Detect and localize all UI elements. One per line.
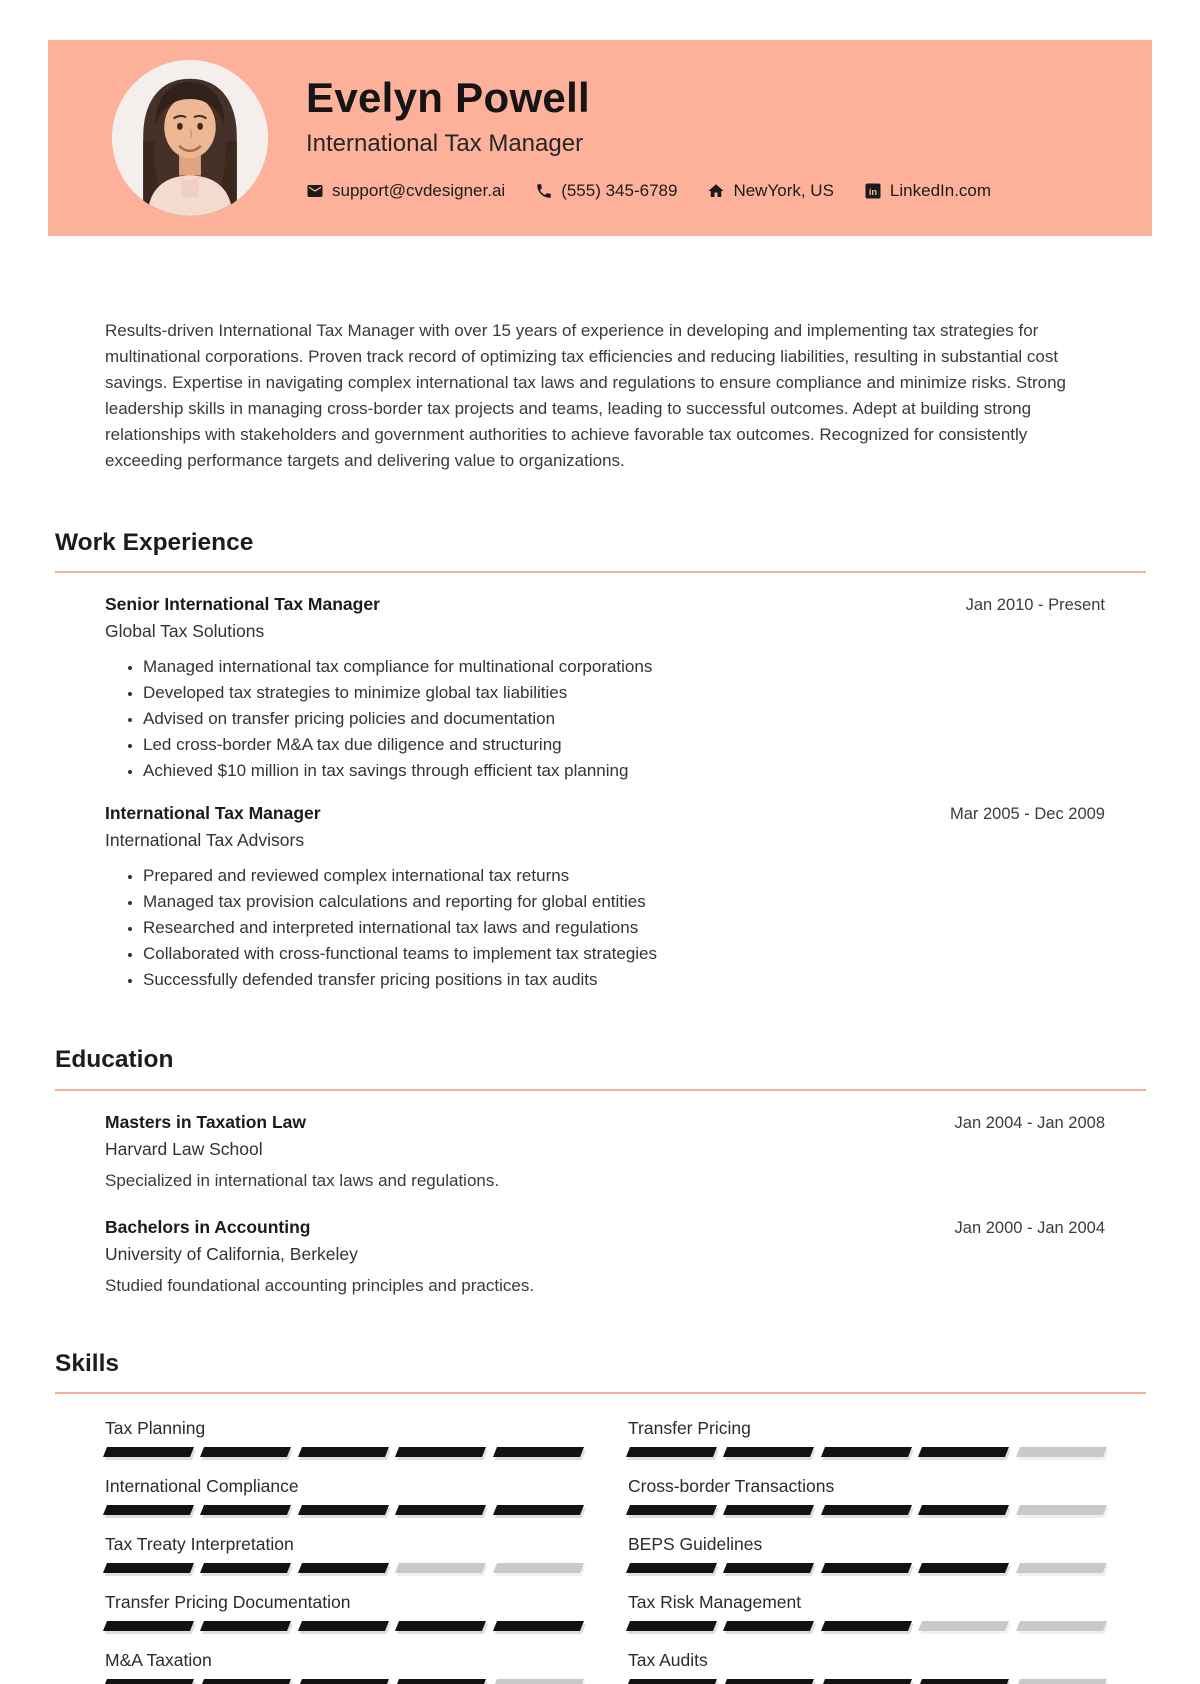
contact-item <box>707 181 833 201</box>
skill-segment-filled <box>723 1621 814 1631</box>
skill-segment-filled <box>918 1563 1009 1573</box>
education-dates: Jan 2004 - Jan 2008 <box>954 1113 1105 1132</box>
degree-title: Bachelors in Accounting <box>105 1216 311 1237</box>
skill-item <box>105 1476 582 1515</box>
skill-label: Tax Audits <box>628 1650 708 1671</box>
job-company: Global Tax Solutions <box>105 621 265 642</box>
skill-segment-filled <box>723 1563 814 1573</box>
school-name: Harvard Law School <box>105 1138 263 1159</box>
education-dates: Jan 2000 - Jan 2004 <box>954 1218 1105 1237</box>
degree-title: Masters in Taxation Law <box>105 1111 306 1132</box>
skill-segment-filled <box>200 1679 291 1684</box>
skill-segment-filled <box>626 1447 717 1457</box>
person-name: Evelyn Powell <box>306 74 591 122</box>
job-bullet-list <box>105 654 1105 784</box>
summary-paragraph: Results-driven International Tax Manager with over 15 years of experience in developing and implementing tax strategies for multinational corporations. Proven track record of optimizing tax efficiencies and reducing liabilities, resulting in substantial cost savings. Expertise in navigating complex international tax laws and regulations to ensure compliance and minimize risks. Strong leadership skills in managing cross-border tax projects and teams, leading to successful outcomes. Adept at building strong relationships with stakeholders and government authorities to achieve favorable tax outcomes. Recognized for consistently exceeding performance targets and delivering value to organizations. <box>105 321 1066 470</box>
skill-segment-filled <box>298 1621 389 1631</box>
contact-item <box>864 181 991 201</box>
contact-item <box>535 181 677 201</box>
contact-text[interactable]: NewYork, US <box>733 180 834 200</box>
job-bullet: • Managed tax provision calculations and reporting for global entities <box>143 889 1105 915</box>
skill-segment-filled <box>918 1505 1009 1515</box>
skill-segment-filled <box>103 1505 194 1515</box>
skill-item <box>628 1418 1105 1457</box>
education-entry <box>105 1216 1105 1297</box>
skill-label: M&A Taxation <box>105 1650 212 1671</box>
skill-bar <box>628 1563 1105 1573</box>
skill-item <box>628 1476 1105 1515</box>
skill-item <box>105 1534 582 1573</box>
skill-segment-empty <box>1016 1621 1107 1631</box>
job-bullet: • Advised on transfer pricing policies and documentation <box>143 706 1105 732</box>
job-company: International Tax Advisors <box>105 830 305 851</box>
skill-segment-filled <box>298 1679 389 1684</box>
skill-label: International Compliance <box>105 1476 299 1497</box>
school-name: University of California, Berkeley <box>105 1243 358 1264</box>
skill-segment-filled <box>821 1679 912 1684</box>
skill-segment-filled <box>298 1505 389 1515</box>
skill-segment-filled <box>723 1679 814 1684</box>
skill-bar <box>105 1679 582 1684</box>
skill-segment-filled <box>626 1679 717 1684</box>
skill-label: Tax Treaty Interpretation <box>105 1534 294 1555</box>
education-entry <box>105 1111 1105 1192</box>
skill-segment-filled <box>493 1505 584 1515</box>
person-title: International Tax Manager <box>306 129 584 157</box>
skill-segment-filled <box>200 1621 291 1631</box>
contact-row <box>306 181 991 201</box>
svg-text:in: in <box>868 186 878 197</box>
skill-segment-filled <box>200 1505 291 1515</box>
skill-label: Tax Risk Management <box>628 1592 802 1613</box>
skill-item <box>105 1418 582 1457</box>
job-bullet: • Led cross-border M&A tax due diligence and structuring <box>143 732 1105 758</box>
skill-segment-empty <box>1016 1679 1107 1684</box>
job-dates: Jan 2010 - Present <box>965 596 1105 615</box>
skill-label: Cross-border Transactions <box>628 1476 835 1497</box>
education-list <box>105 1111 1105 1297</box>
work-experience-heading: Work Experience <box>55 529 254 556</box>
resume-body <box>0 318 1200 1684</box>
skill-segment-empty <box>395 1563 486 1573</box>
skill-bar <box>628 1621 1105 1631</box>
job-bullet: • Prepared and reviewed complex international tax returns <box>143 863 1105 889</box>
skill-segment-filled <box>493 1447 584 1457</box>
job-bullet: • Successfully defended transfer pricing positions in tax audits <box>143 967 1105 993</box>
job-bullet: • Researched and interpreted international tax laws and regulations <box>143 915 1105 941</box>
skills-grid <box>105 1418 1105 1684</box>
skill-bar <box>105 1621 582 1631</box>
skill-segment-filled <box>918 1447 1009 1457</box>
job-bullet-list <box>105 863 1105 993</box>
skill-segment-filled <box>723 1447 814 1457</box>
skill-label: Transfer Pricing <box>628 1418 751 1439</box>
job-bullet: • Collaborated with cross-functional teams to implement tax strategies <box>143 941 1105 967</box>
education-heading: Education <box>55 1046 174 1074</box>
skill-bar <box>105 1447 582 1457</box>
contact-text[interactable]: (555) 345-6789 <box>561 180 678 200</box>
skill-segment-filled <box>626 1621 717 1631</box>
skill-segment-filled <box>103 1563 194 1573</box>
linkedin-icon <box>864 182 882 200</box>
job-list <box>105 593 1105 993</box>
home-icon <box>707 182 725 200</box>
skill-item <box>628 1650 1105 1684</box>
skill-segment-filled <box>821 1505 912 1515</box>
skill-segment-filled <box>200 1447 291 1457</box>
skill-segment-empty <box>493 1563 584 1573</box>
skill-bar <box>628 1679 1105 1684</box>
skill-segment-empty <box>918 1621 1009 1631</box>
job-title: International Tax Manager <box>105 803 321 824</box>
skills-heading: Skills <box>55 1349 120 1377</box>
job-bullet: • Achieved $10 million in tax savings through efficient tax planning <box>143 758 1105 784</box>
job-bullet: • Developed tax strategies to minimize global tax liabilities <box>143 680 1105 706</box>
contact-item <box>306 181 505 201</box>
contact-text[interactable]: LinkedIn.com <box>889 180 992 200</box>
skill-label: BEPS Guidelines <box>628 1534 763 1555</box>
skill-bar <box>628 1505 1105 1515</box>
section-divider <box>55 1392 1146 1394</box>
skill-segment-filled <box>821 1447 912 1457</box>
education-description: Specialized in international tax laws and regulations. <box>105 1170 500 1190</box>
skill-segment-filled <box>395 1447 486 1457</box>
skill-segment-filled <box>103 1679 194 1684</box>
section-skills <box>55 1349 1146 1684</box>
skill-segment-empty <box>1016 1447 1107 1457</box>
skill-item <box>628 1592 1105 1631</box>
skill-item <box>105 1592 582 1631</box>
skill-segment-filled <box>723 1505 814 1515</box>
header-banner <box>48 40 1152 236</box>
skill-bar <box>105 1505 582 1515</box>
skill-segment-filled <box>821 1621 912 1631</box>
skill-item <box>105 1650 582 1684</box>
avatar-illustration <box>112 60 268 216</box>
section-divider <box>55 571 1146 573</box>
skill-segment-filled <box>918 1679 1009 1684</box>
skill-segment-filled <box>821 1563 912 1573</box>
header-info <box>306 75 991 200</box>
job-dates: Mar 2005 - Dec 2009 <box>949 805 1105 824</box>
skill-label: Transfer Pricing Documentation <box>105 1592 351 1613</box>
skill-segment-empty <box>1016 1505 1107 1515</box>
profile-photo <box>112 60 268 216</box>
skill-segment-empty <box>493 1679 584 1684</box>
education-description: Studied foundational accounting principles and practices. <box>105 1275 535 1295</box>
skill-segment-filled <box>395 1621 486 1631</box>
skill-segment-filled <box>395 1505 486 1515</box>
skill-segment-filled <box>298 1447 389 1457</box>
skill-segment-filled <box>493 1621 584 1631</box>
skill-segment-filled <box>626 1505 717 1515</box>
skill-label: Tax Planning <box>105 1418 206 1439</box>
section-divider <box>55 1089 1146 1091</box>
skill-segment-filled <box>626 1563 717 1573</box>
skill-segment-filled <box>395 1679 486 1684</box>
job-entry <box>105 593 1105 784</box>
skill-segment-filled <box>103 1621 194 1631</box>
skill-segment-empty <box>1016 1563 1107 1573</box>
skill-bar <box>105 1563 582 1573</box>
section-education <box>55 1045 1146 1296</box>
skill-segment-filled <box>298 1563 389 1573</box>
job-bullet: • Managed international tax compliance for multinational corporations <box>143 654 1105 680</box>
skill-bar <box>628 1447 1105 1457</box>
section-work-experience <box>55 528 1146 993</box>
job-title: Senior International Tax Manager <box>105 594 380 615</box>
skill-item <box>628 1534 1105 1573</box>
phone-icon <box>535 182 553 200</box>
job-entry <box>105 802 1105 993</box>
contact-text[interactable]: support@cvdesigner.ai <box>332 180 506 200</box>
skill-segment-filled <box>103 1447 194 1457</box>
skill-segment-filled <box>200 1563 291 1573</box>
email-icon <box>306 182 324 200</box>
